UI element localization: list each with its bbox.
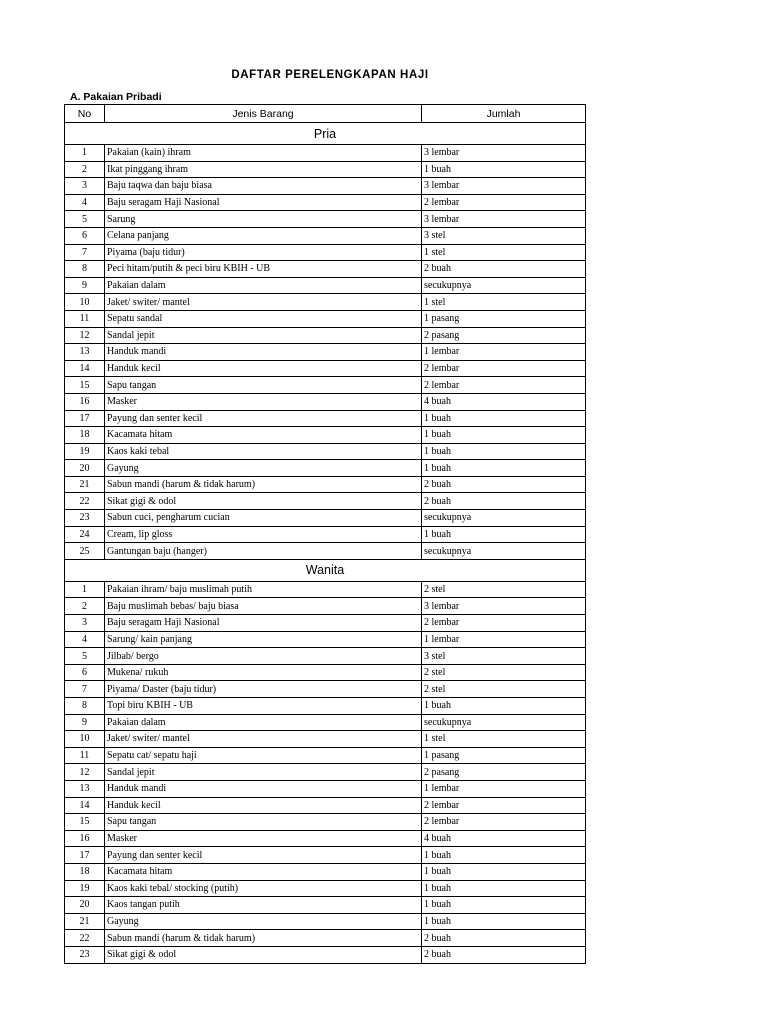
row-number: 2 xyxy=(65,161,105,178)
item-quantity: 3 stel xyxy=(422,227,586,244)
table-row xyxy=(65,930,586,947)
item-name: Masker xyxy=(105,393,422,410)
item-quantity: secukupnya xyxy=(422,277,586,294)
item-name: Masker xyxy=(105,830,422,847)
table-row xyxy=(65,863,586,880)
item-name: Sandal jepit xyxy=(105,327,422,344)
group-header-row xyxy=(65,123,586,145)
table-row xyxy=(65,261,586,278)
table-row xyxy=(65,615,586,632)
item-quantity: 1 stel xyxy=(422,244,586,261)
row-number: 3 xyxy=(65,178,105,195)
item-name: Handuk kecil xyxy=(105,360,422,377)
table-row xyxy=(65,327,586,344)
table-row xyxy=(65,510,586,527)
row-number: 17 xyxy=(65,847,105,864)
row-number: 13 xyxy=(65,344,105,361)
item-quantity: 1 lembar xyxy=(422,344,586,361)
row-number: 17 xyxy=(65,410,105,427)
item-name: Peci hitam/putih & peci biru KBIH - UB xyxy=(105,261,422,278)
item-quantity: secukupnya xyxy=(422,510,586,527)
item-quantity: 2 lembar xyxy=(422,360,586,377)
item-name: Sapu tangan xyxy=(105,814,422,831)
row-number: 18 xyxy=(65,863,105,880)
item-quantity: 2 pasang xyxy=(422,764,586,781)
table-row xyxy=(65,427,586,444)
item-quantity: 1 buah xyxy=(422,410,586,427)
item-name: Kaos kaki tebal xyxy=(105,443,422,460)
item-name: Pakaian ihram/ baju muslimah putih xyxy=(105,581,422,598)
item-quantity: 2 stel xyxy=(422,664,586,681)
item-name: Sabun cuci, pengharum cucian xyxy=(105,510,422,527)
row-number: 7 xyxy=(65,244,105,261)
table-row xyxy=(65,946,586,963)
row-number: 10 xyxy=(65,731,105,748)
table-row xyxy=(65,880,586,897)
item-quantity: secukupnya xyxy=(422,543,586,560)
item-quantity: 1 buah xyxy=(422,863,586,880)
table-row xyxy=(65,598,586,615)
row-number: 13 xyxy=(65,780,105,797)
item-name: Sandal jepit xyxy=(105,764,422,781)
item-name: Baju seragam Haji Nasional xyxy=(105,194,422,211)
item-name: Kacamata hitam xyxy=(105,427,422,444)
item-name: Baju taqwa dan baju biasa xyxy=(105,178,422,195)
item-name: Handuk kecil xyxy=(105,797,422,814)
item-name: Kaos kaki tebal/ stocking (putih) xyxy=(105,880,422,897)
table-row xyxy=(65,631,586,648)
row-number: 11 xyxy=(65,310,105,327)
table-row xyxy=(65,830,586,847)
table-row xyxy=(65,211,586,228)
table-row xyxy=(65,913,586,930)
row-number: 21 xyxy=(65,476,105,493)
table-row xyxy=(65,178,586,195)
section-title: A. Pakaian Pribadi xyxy=(70,91,162,103)
item-name: Gayung xyxy=(105,913,422,930)
row-number: 11 xyxy=(65,747,105,764)
group-title: Wanita xyxy=(65,559,586,581)
item-quantity: 2 lembar xyxy=(422,615,586,632)
item-quantity: 4 buah xyxy=(422,393,586,410)
column-header-qty: Jumlah xyxy=(422,105,586,123)
table-row xyxy=(65,476,586,493)
item-quantity: 3 stel xyxy=(422,648,586,665)
row-number: 23 xyxy=(65,946,105,963)
table-row xyxy=(65,460,586,477)
item-quantity: 2 pasang xyxy=(422,327,586,344)
table-row xyxy=(65,393,586,410)
row-number: 12 xyxy=(65,327,105,344)
row-number: 10 xyxy=(65,294,105,311)
item-quantity: 2 stel xyxy=(422,681,586,698)
row-number: 4 xyxy=(65,194,105,211)
item-quantity: 1 pasang xyxy=(422,310,586,327)
row-number: 9 xyxy=(65,277,105,294)
item-quantity: 1 pasang xyxy=(422,747,586,764)
table-row xyxy=(65,377,586,394)
item-quantity: 1 buah xyxy=(422,460,586,477)
item-name: Jilbab/ bergo xyxy=(105,648,422,665)
item-name: Sikat gigi & odol xyxy=(105,946,422,963)
item-quantity: 2 buah xyxy=(422,946,586,963)
table-row xyxy=(65,797,586,814)
item-quantity: 3 lembar xyxy=(422,598,586,615)
group-title: Pria xyxy=(65,123,586,145)
item-quantity: 1 buah xyxy=(422,913,586,930)
row-number: 24 xyxy=(65,526,105,543)
row-number: 14 xyxy=(65,360,105,377)
item-quantity: 2 lembar xyxy=(422,797,586,814)
item-quantity: 2 stel xyxy=(422,581,586,598)
item-quantity: 1 buah xyxy=(422,526,586,543)
item-quantity: 2 lembar xyxy=(422,814,586,831)
row-number: 18 xyxy=(65,427,105,444)
item-quantity: 3 lembar xyxy=(422,145,586,162)
item-quantity: 1 stel xyxy=(422,731,586,748)
item-quantity: secukupnya xyxy=(422,714,586,731)
item-name: Kacamata hitam xyxy=(105,863,422,880)
item-quantity: 2 buah xyxy=(422,493,586,510)
table-row xyxy=(65,648,586,665)
row-number: 21 xyxy=(65,913,105,930)
row-number: 22 xyxy=(65,930,105,947)
table-row xyxy=(65,543,586,560)
item-quantity: 2 buah xyxy=(422,261,586,278)
table-row xyxy=(65,664,586,681)
item-quantity: 2 lembar xyxy=(422,194,586,211)
row-number: 8 xyxy=(65,261,105,278)
table-row xyxy=(65,277,586,294)
table-row xyxy=(65,847,586,864)
item-name: Sapu tangan xyxy=(105,377,422,394)
item-name: Handuk mandi xyxy=(105,780,422,797)
page-title: DAFTAR PERELENGKAPAN HAJI xyxy=(231,69,429,81)
table-row xyxy=(65,581,586,598)
row-number: 19 xyxy=(65,443,105,460)
item-quantity: 1 buah xyxy=(422,427,586,444)
item-name: Sepatu cat/ sepatu haji xyxy=(105,747,422,764)
item-quantity: 1 lembar xyxy=(422,780,586,797)
item-quantity: 1 buah xyxy=(422,443,586,460)
item-name: Sarung/ kain panjang xyxy=(105,631,422,648)
table-header-row xyxy=(65,105,586,123)
row-number: 5 xyxy=(65,648,105,665)
item-name: Baju muslimah bebas/ baju biasa xyxy=(105,598,422,615)
row-number: 9 xyxy=(65,714,105,731)
item-name: Sarung xyxy=(105,211,422,228)
item-name: Ikat pinggang ihram xyxy=(105,161,422,178)
row-number: 5 xyxy=(65,211,105,228)
item-quantity: 1 buah xyxy=(422,847,586,864)
table-row xyxy=(65,681,586,698)
row-number: 3 xyxy=(65,615,105,632)
table-row xyxy=(65,294,586,311)
item-name: Baju seragam Haji Nasional xyxy=(105,615,422,632)
item-quantity: 1 stel xyxy=(422,294,586,311)
row-number: 16 xyxy=(65,830,105,847)
item-name: Jaket/ switer/ mantel xyxy=(105,294,422,311)
row-number: 16 xyxy=(65,393,105,410)
row-number: 15 xyxy=(65,377,105,394)
item-quantity: 1 buah xyxy=(422,698,586,715)
item-quantity: 4 buah xyxy=(422,830,586,847)
row-number: 7 xyxy=(65,681,105,698)
table-row xyxy=(65,493,586,510)
table-row xyxy=(65,244,586,261)
item-quantity: 2 lembar xyxy=(422,377,586,394)
table-row xyxy=(65,526,586,543)
item-name: Payung dan senter kecil xyxy=(105,847,422,864)
table-row xyxy=(65,310,586,327)
item-name: Gayung xyxy=(105,460,422,477)
row-number: 8 xyxy=(65,698,105,715)
table-row xyxy=(65,764,586,781)
item-quantity: 2 buah xyxy=(422,476,586,493)
row-number: 2 xyxy=(65,598,105,615)
item-name: Piyama/ Daster (baju tidur) xyxy=(105,681,422,698)
item-quantity: 2 buah xyxy=(422,930,586,947)
item-name: Cream, lip gloss xyxy=(105,526,422,543)
row-number: 22 xyxy=(65,493,105,510)
item-quantity: 1 buah xyxy=(422,880,586,897)
table-row xyxy=(65,714,586,731)
table-row xyxy=(65,161,586,178)
row-number: 1 xyxy=(65,581,105,598)
item-name: Piyama (baju tidur) xyxy=(105,244,422,261)
table-row xyxy=(65,780,586,797)
item-quantity: 1 buah xyxy=(422,897,586,914)
item-name: Sabun mandi (harum & tidak harum) xyxy=(105,476,422,493)
column-header-item: Jenis Barang xyxy=(105,105,422,123)
row-number: 20 xyxy=(65,460,105,477)
table-row xyxy=(65,897,586,914)
table-row xyxy=(65,443,586,460)
row-number: 23 xyxy=(65,510,105,527)
row-number: 12 xyxy=(65,764,105,781)
row-number: 15 xyxy=(65,814,105,831)
row-number: 4 xyxy=(65,631,105,648)
item-quantity: 1 lembar xyxy=(422,631,586,648)
table-row xyxy=(65,747,586,764)
group-header-row xyxy=(65,559,586,581)
row-number: 14 xyxy=(65,797,105,814)
item-name: Handuk mandi xyxy=(105,344,422,361)
row-number: 6 xyxy=(65,227,105,244)
item-name: Celana panjang xyxy=(105,227,422,244)
item-name: Pakaian dalam xyxy=(105,277,422,294)
table-row xyxy=(65,698,586,715)
table-row xyxy=(65,360,586,377)
item-name: Pakaian dalam xyxy=(105,714,422,731)
item-name: Jaket/ switer/ mantel xyxy=(105,731,422,748)
item-name: Pakaian (kain) ihram xyxy=(105,145,422,162)
column-header-no: No xyxy=(65,105,105,123)
table-row xyxy=(65,227,586,244)
item-quantity: 3 lembar xyxy=(422,178,586,195)
item-name: Sabun mandi (harum & tidak harum) xyxy=(105,930,422,947)
row-number: 19 xyxy=(65,880,105,897)
row-number: 1 xyxy=(65,145,105,162)
table-body xyxy=(65,123,586,964)
table-row xyxy=(65,145,586,162)
checklist-table xyxy=(64,104,586,964)
item-name: Payung dan senter kecil xyxy=(105,410,422,427)
item-name: Sikat gigi & odol xyxy=(105,493,422,510)
table-row xyxy=(65,814,586,831)
item-name: Sepatu sandal xyxy=(105,310,422,327)
item-name: Topi biru KBIH - UB xyxy=(105,698,422,715)
row-number: 6 xyxy=(65,664,105,681)
row-number: 20 xyxy=(65,897,105,914)
table-row xyxy=(65,731,586,748)
item-name: Mukena/ rukuh xyxy=(105,664,422,681)
item-name: Kaos tangan putih xyxy=(105,897,422,914)
item-quantity: 1 buah xyxy=(422,161,586,178)
item-quantity: 3 lembar xyxy=(422,211,586,228)
table-row xyxy=(65,344,586,361)
item-name: Gantungan baju (hanger) xyxy=(105,543,422,560)
row-number: 25 xyxy=(65,543,105,560)
table-row xyxy=(65,410,586,427)
table-row xyxy=(65,194,586,211)
